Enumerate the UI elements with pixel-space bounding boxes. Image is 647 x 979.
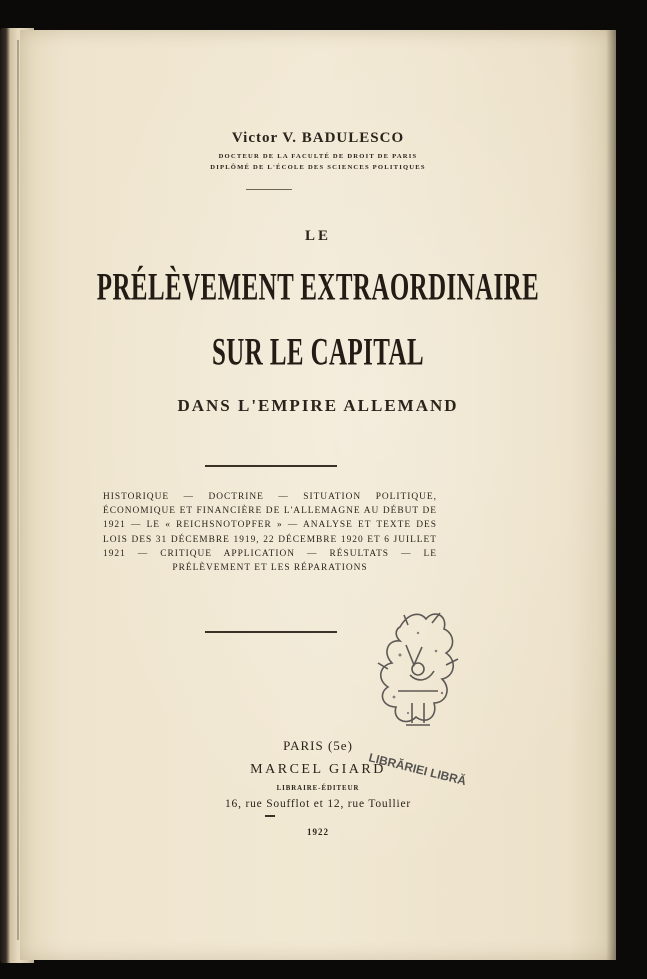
title-line-1: PRÉLÈVEMENT EXTRAORDINAIRE	[96, 266, 540, 309]
spine-fold-line	[17, 40, 19, 940]
author-credential-2: DIPLÔMÉ DE L'ÉCOLE DES SCIENCES POLITIQUES	[210, 164, 426, 171]
imprint-place: PARIS (5e)	[283, 738, 353, 753]
divider-upper	[205, 465, 337, 467]
author-credential-1: DOCTEUR DE LA FACULTÉ DE DROIT DE PARIS	[218, 153, 418, 160]
title-subtitle: DANS L'EMPIRE ALLEMAND	[177, 396, 459, 415]
contents-description: HISTORIQUE — DOCTRINE — SITUATION POLITIQUE, ÉCONOMIQUE ET FINANCIÈRE DE L'ALLEMAGNE AU DÉBUT DE 1921 — LE « REICHSNOTOPFER » — ANALYSE ET TEXTE DES LOIS DES 31 DÉCEMBRE 1919, 22 DÉCEMBRE 1920 ET 6 JUILLET 1921 — CRITIQUE APPLICATION — RÉSULTATS — LE PRÉLÈVEMENT ET LES RÉPARATIONS	[103, 492, 437, 574]
imprint-publisher: MARCEL GIARD	[250, 762, 386, 777]
library-stamp-icon	[348, 605, 488, 795]
page-edge-shadow	[606, 30, 616, 960]
divider-short	[246, 189, 292, 190]
author-name: Victor V. BADULESCO	[231, 130, 405, 146]
imprint-address: 16, rue Soufflot et 12, rue Toullier	[225, 798, 411, 810]
title-page	[20, 30, 616, 960]
title-article: LE	[304, 228, 331, 244]
title-line-2: SUR LE CAPITAL	[211, 331, 425, 374]
stamp-text: LIBRĂRIEI LIBRĂ	[367, 750, 468, 789]
imprint-role: LIBRAIRE-ÉDITEUR	[276, 785, 360, 792]
divider-lower	[205, 631, 337, 633]
divider-tiny	[265, 815, 275, 817]
imprint-year: 1922	[307, 827, 329, 837]
